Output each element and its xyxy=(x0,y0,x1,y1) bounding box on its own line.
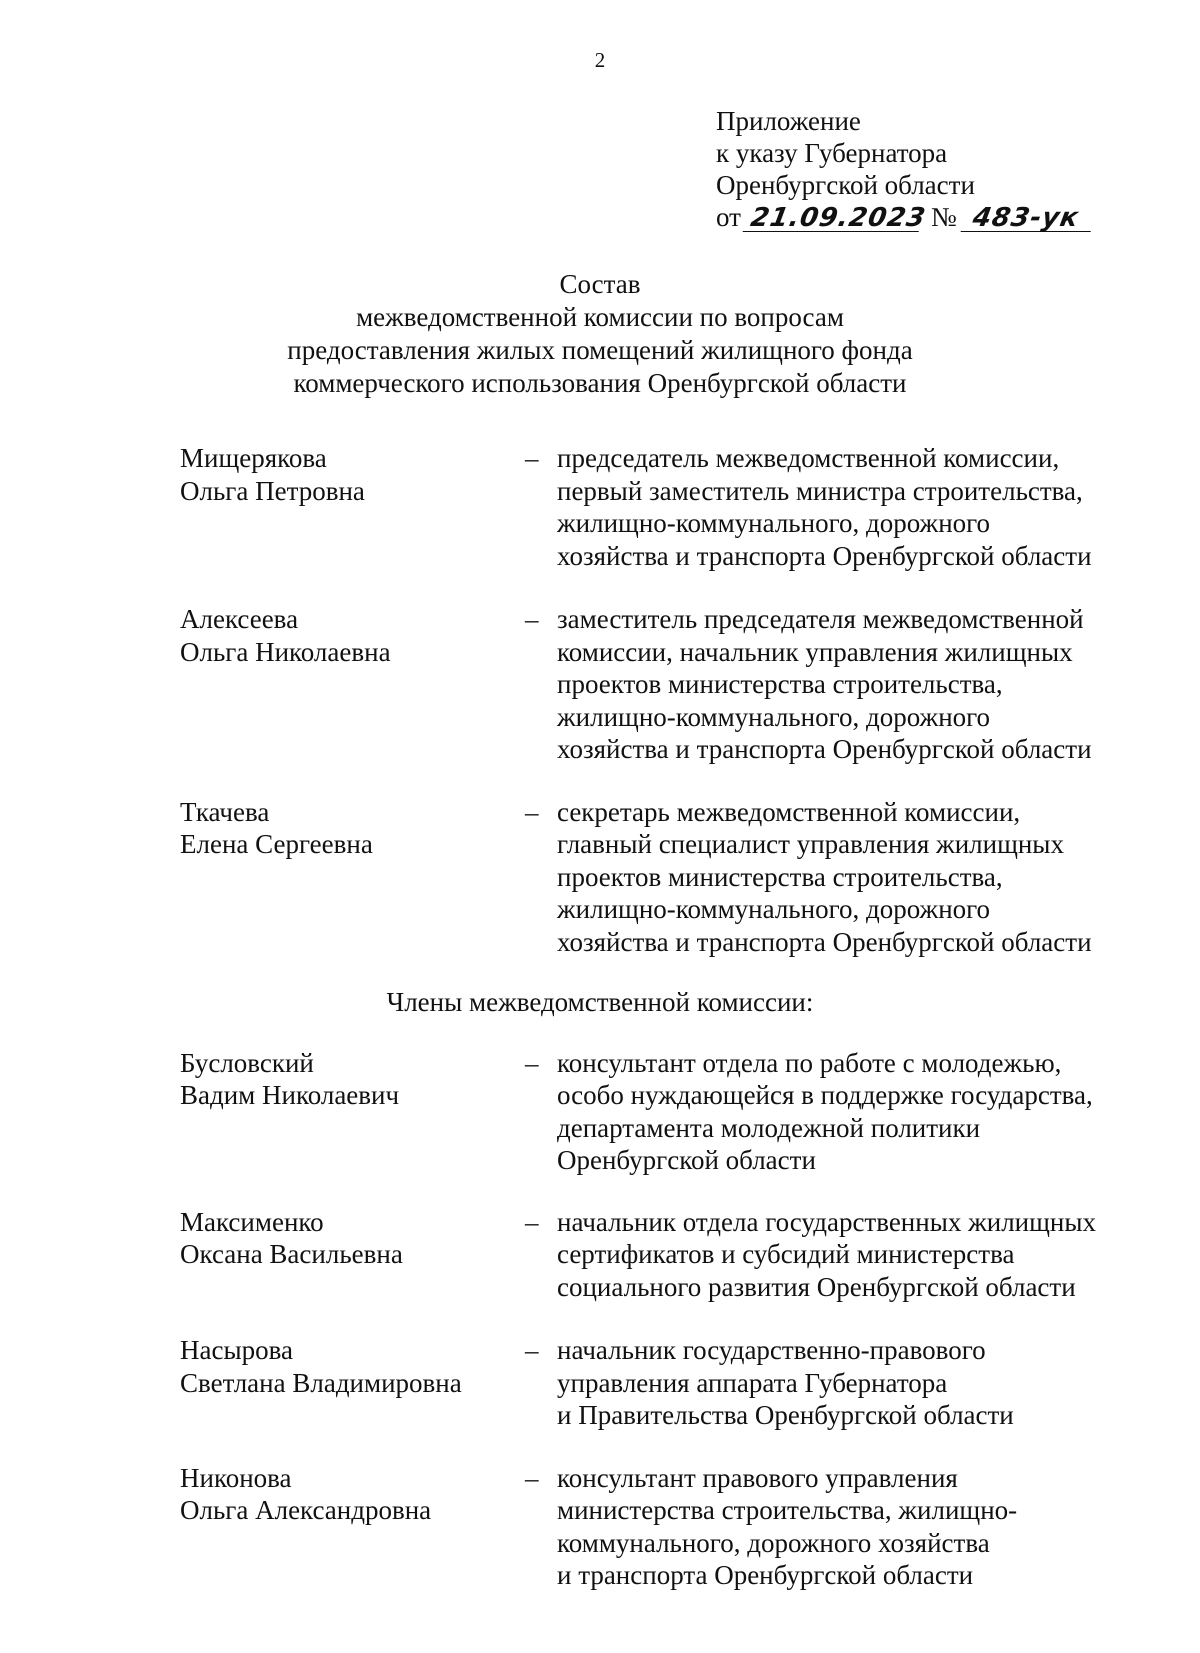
members-heading: Члены межведомственной комиссии: xyxy=(386,987,814,1017)
member-role xyxy=(557,1462,1140,1592)
role-line: хозяйства и транспорта Оренбургской области xyxy=(557,734,1092,764)
appendix-date-number-row xyxy=(716,201,1093,233)
role-line: председатель межведомственной комиссии, xyxy=(557,443,1060,473)
document-title xyxy=(0,268,1200,400)
dash: – xyxy=(525,1335,539,1365)
role-line: заместитель председателя межведомственной xyxy=(557,604,1084,634)
member-surname: Никонова xyxy=(180,1462,292,1493)
role-line: жилищно-коммунального, дорожного xyxy=(557,701,991,732)
member-entry xyxy=(180,1462,1140,1592)
member-surname: Алексеева xyxy=(180,604,299,634)
handwritten-date: 21.09.2023 xyxy=(743,205,924,232)
dash: – xyxy=(525,1047,539,1078)
role-line: управления аппарата Губернатора xyxy=(557,1367,948,1398)
role-line: министерства строительства, жилищно- xyxy=(557,1495,1018,1525)
title-line: предоставления жилых помещений жилищного фонда xyxy=(287,335,913,365)
role-line: проектов министерства строительства, xyxy=(557,861,1003,892)
role-line: первый заместитель министра строительства, xyxy=(557,475,1083,506)
role-line: начальник государственно-правового xyxy=(557,1335,986,1365)
member-role xyxy=(557,796,1140,959)
member-name xyxy=(180,1206,525,1304)
role-line: хозяйства и транспорта Оренбургской области xyxy=(557,926,1092,957)
title-line: межведомственной комиссии по вопросам xyxy=(356,302,844,332)
role-line: и транспорта Оренбургской области xyxy=(557,1560,974,1590)
dash: – xyxy=(525,1206,539,1237)
member-given-name: Оксана Васильевна xyxy=(180,1239,403,1269)
member-given-name: Елена Сергеевна xyxy=(180,829,373,859)
role-line: жилищно-коммунального, дорожного xyxy=(557,508,991,538)
page-number: 2 xyxy=(594,48,606,72)
member-entry xyxy=(180,1047,1140,1177)
member-role xyxy=(557,1334,1140,1432)
role-line: сертификатов и субсидий министерства xyxy=(557,1239,1015,1269)
dash: – xyxy=(525,604,539,634)
number-sign: № xyxy=(930,202,957,232)
role-line: социального развития Оренбургской области xyxy=(557,1271,1076,1302)
role-line: главный специалист управления жилищных xyxy=(557,829,1064,859)
role-line: жилищно-коммунального, дорожного xyxy=(557,894,991,924)
member-surname: Ткачева xyxy=(180,796,270,827)
member-role xyxy=(557,603,1140,766)
member-given-name: Ольга Петровна xyxy=(180,475,365,506)
handwritten-number: 483-ук xyxy=(960,205,1095,232)
commission-list xyxy=(180,442,1140,1592)
member-role xyxy=(557,1206,1140,1304)
role-line: департамента молодежной политики xyxy=(557,1112,981,1143)
role-line: Оренбургской области xyxy=(557,1145,816,1175)
member-given-name: Вадим Николаевич xyxy=(180,1080,400,1110)
member-surname: Мищерякова xyxy=(180,443,327,473)
role-line: консультант отдела по работе с молодежью, xyxy=(557,1047,1062,1078)
appendix-title: Приложение xyxy=(716,106,861,136)
member-entry xyxy=(180,442,1140,572)
member-surname: Максименко xyxy=(180,1206,324,1237)
title-line: Состав xyxy=(559,269,641,299)
dash: – xyxy=(525,443,539,473)
member-given-name: Ольга Николаевна xyxy=(180,636,391,667)
member-name xyxy=(180,1047,525,1177)
member-name xyxy=(180,442,525,572)
member-surname: Бусловский xyxy=(180,1047,314,1078)
member-name xyxy=(180,796,525,959)
member-entry xyxy=(180,603,1140,766)
role-line: коммунального, дорожного хозяйства xyxy=(557,1527,990,1558)
member-entry xyxy=(180,1334,1140,1432)
appendix-region: Оренбургской области xyxy=(716,170,975,200)
dash: – xyxy=(525,796,539,827)
role-line: начальник отдела государственных жилищных xyxy=(557,1206,1096,1237)
appendix-block xyxy=(716,105,1093,233)
member-role xyxy=(557,1047,1140,1177)
member-name xyxy=(180,1462,525,1592)
member-given-name: Светлана Владимировна xyxy=(180,1367,462,1398)
member-entry xyxy=(180,796,1140,959)
role-line: особо нуждающейся в поддержке государства, xyxy=(557,1080,1093,1110)
member-given-name: Ольга Александровна xyxy=(180,1495,432,1525)
role-line: консультант правового управления xyxy=(557,1462,958,1493)
dash: – xyxy=(525,1462,539,1493)
title-line: коммерческого использования Оренбургской области xyxy=(293,368,907,398)
appendix-decree-ref: к указу Губернатора xyxy=(716,138,948,168)
role-line: и Правительства Оренбургской области xyxy=(557,1400,1014,1430)
member-role xyxy=(557,442,1140,572)
member-entry xyxy=(180,1206,1140,1304)
member-name xyxy=(180,603,525,766)
from-label: от xyxy=(716,202,741,232)
member-surname: Насырова xyxy=(180,1335,293,1365)
role-line: комиссии, начальник управления жилищных xyxy=(557,636,1073,667)
role-line: секретарь межведомственной комиссии, xyxy=(557,796,1021,827)
role-line: хозяйства и транспорта Оренбургской области xyxy=(557,540,1092,571)
role-line: проектов министерства строительства, xyxy=(557,669,1003,699)
member-name xyxy=(180,1334,525,1432)
